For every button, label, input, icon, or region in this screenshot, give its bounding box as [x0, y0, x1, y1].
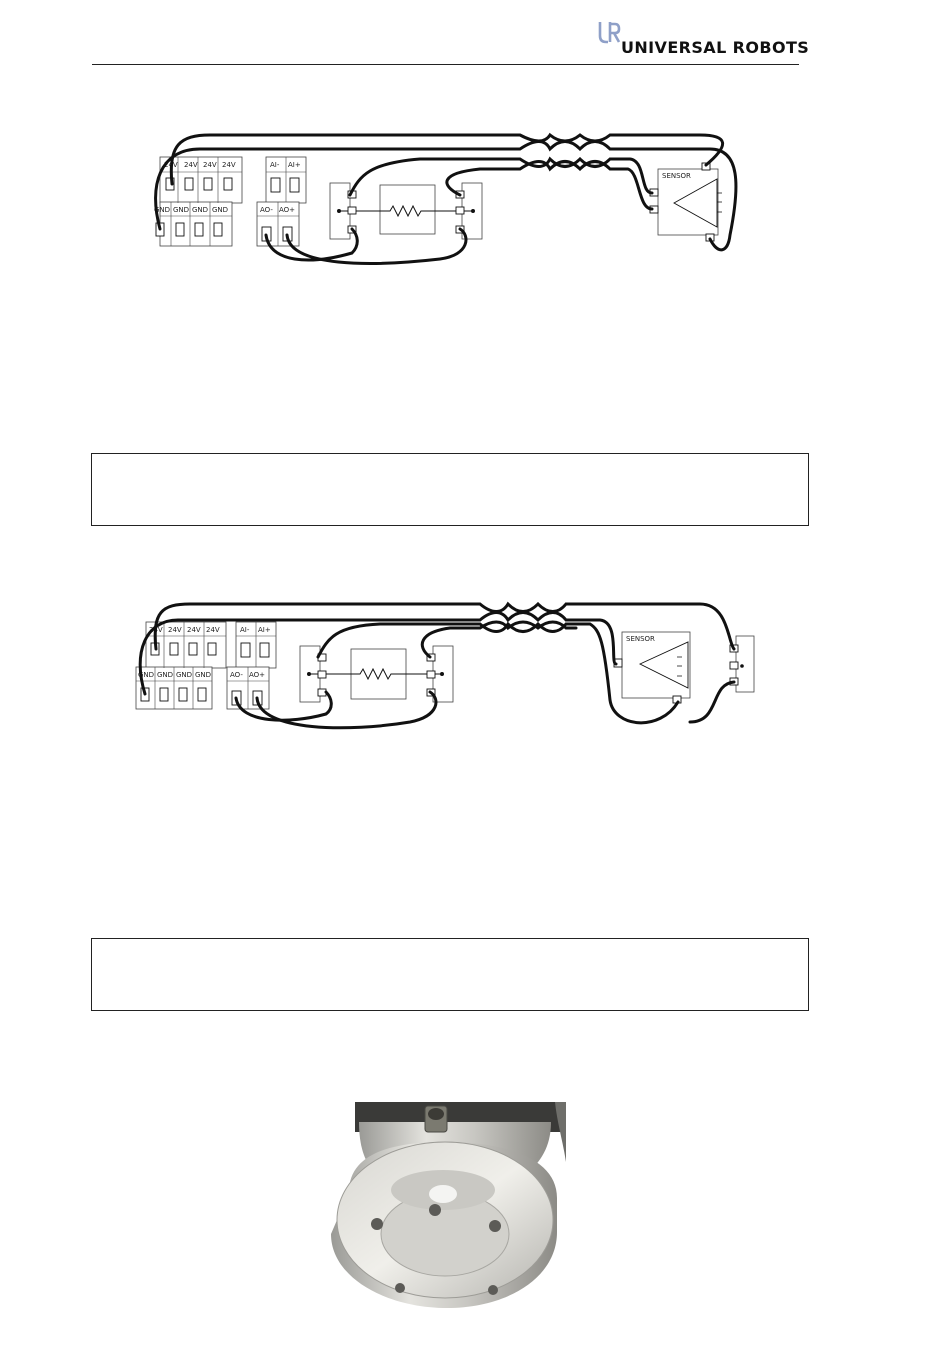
- terminal-label: GND: [192, 206, 209, 214]
- terminal-label: 24V: [222, 161, 236, 169]
- terminal-label: AO+: [279, 206, 296, 214]
- terminal-label: GND: [173, 206, 190, 214]
- supply-terminal-block: [154, 157, 242, 246]
- wiring-diagram-2: [130, 592, 760, 742]
- terminal-label: GND: [212, 206, 229, 214]
- terminal-label: 24V: [206, 626, 220, 634]
- wiring-diagram-1: [140, 125, 760, 275]
- terminal-label: AO-: [260, 206, 273, 214]
- terminal-label: AI-: [270, 161, 280, 169]
- terminal-label: 24V: [187, 626, 201, 634]
- tool-flange-illustration: [325, 1102, 566, 1314]
- note-box-1: [91, 453, 809, 526]
- terminal-label: GND: [176, 671, 193, 679]
- sensor-label: SENSOR: [662, 172, 691, 180]
- terminal-label: 24V: [149, 626, 163, 634]
- robot-tool-flange-photo: [325, 1102, 566, 1314]
- sensor-label: SENSOR: [626, 635, 655, 643]
- terminal-label: AI-: [240, 626, 250, 634]
- terminal-label: GND: [154, 206, 171, 214]
- header-divider: [92, 64, 799, 65]
- analog-terminal-block: [257, 157, 306, 246]
- terminal-label: GND: [195, 671, 212, 679]
- terminal-label: 24V: [203, 161, 217, 169]
- terminal-label: AO-: [230, 671, 243, 679]
- brand-logo: [596, 20, 810, 60]
- terminal-label: GND: [157, 671, 174, 679]
- terminal-label: AI+: [258, 626, 271, 634]
- terminal-label: AI+: [288, 161, 301, 169]
- terminal-label: 24V: [168, 626, 182, 634]
- analog-terminal-block: [227, 622, 276, 709]
- brand-name: UNIVERSAL ROBOTS: [621, 38, 810, 57]
- terminal-label: 24V: [164, 161, 178, 169]
- terminal-label: 24V: [184, 161, 198, 169]
- ur-logo-icon: [596, 20, 622, 46]
- terminal-label: AO+: [249, 671, 266, 679]
- note-box-2: [91, 938, 809, 1011]
- sensor-block: [614, 632, 754, 703]
- terminal-label: GND: [138, 671, 155, 679]
- sensor-block: [650, 163, 722, 241]
